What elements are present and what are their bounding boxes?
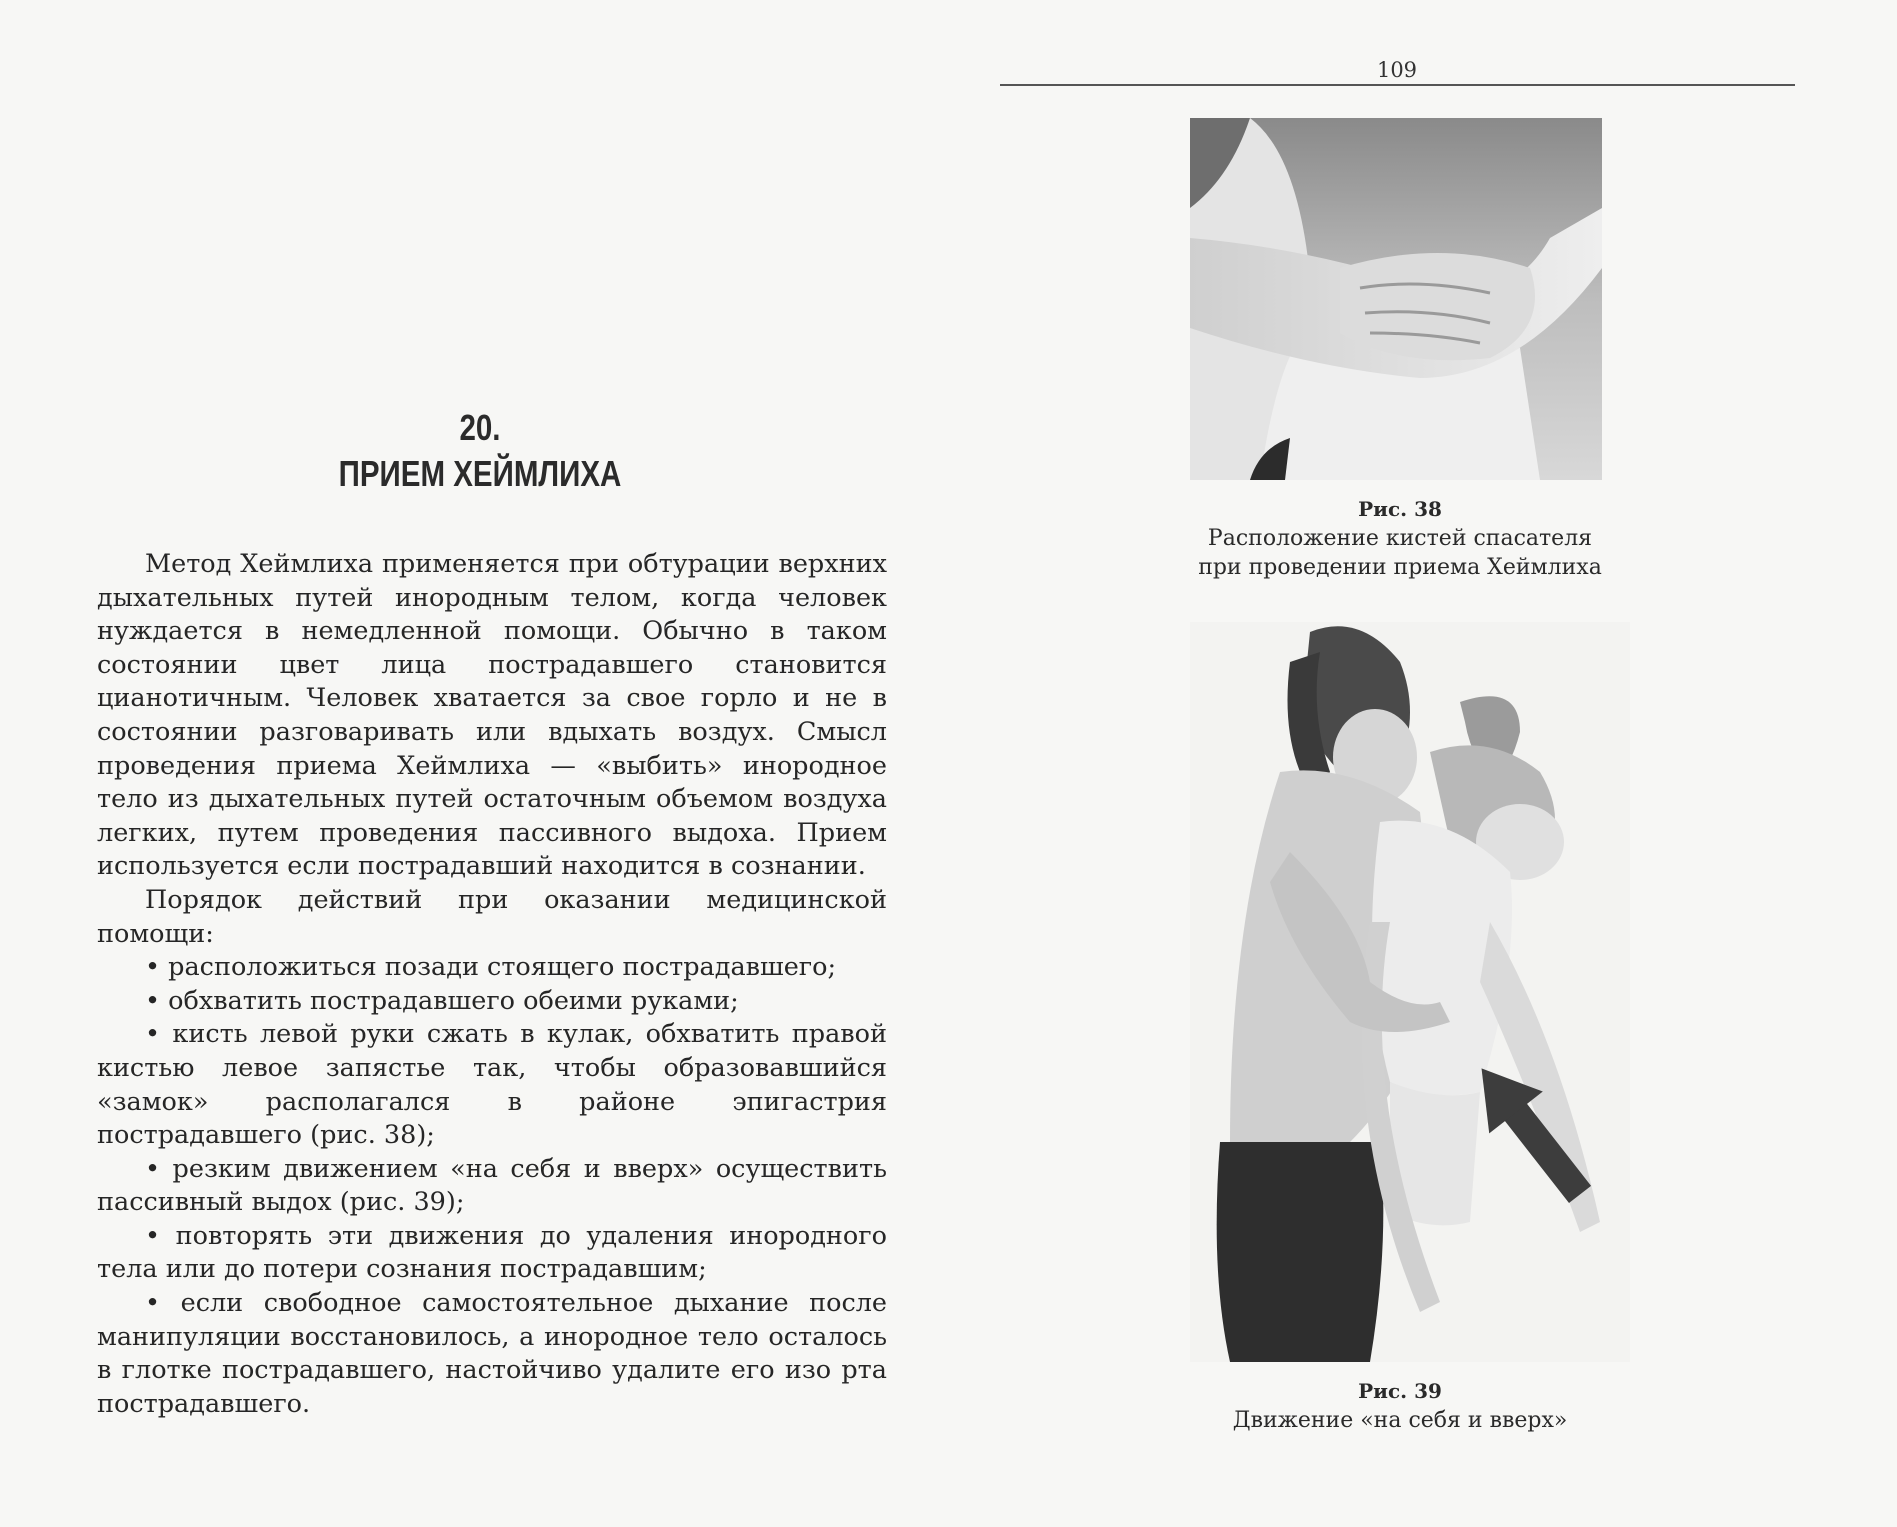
- figure-38-caption-line: при проведении приема Хеймлиха: [1198, 555, 1602, 580]
- figure-38-photo: [1190, 118, 1602, 480]
- chapter-number: 20.: [459, 407, 501, 448]
- bullet-item: • кисть левой руки сжать в кулак, обхватить правой кистью левое запястье так, чтобы образовавшийся «замок» располагался в районе эпигастрия пострадавшего (рис. 38);: [97, 1019, 887, 1151]
- bullet-glyph: •: [145, 1019, 161, 1050]
- bullet-item: • обхватить пострадавшего обеими руками;: [145, 985, 739, 1016]
- bullet-glyph: •: [145, 985, 161, 1016]
- chapter-heading: [332, 405, 627, 497]
- bullet-item: • повторять эти движения до удаления инородного тела или до потери сознания пострадавшим;: [97, 1220, 887, 1285]
- figure-39-caption: [1160, 1377, 1640, 1435]
- bullet-glyph: •: [145, 1153, 161, 1184]
- header-rule: [1000, 84, 1795, 86]
- bullet-glyph: •: [145, 1288, 161, 1319]
- figure-38-caption-line: Расположение кистей спасателя: [1207, 526, 1593, 551]
- figure-38-label: Рис. 38: [1358, 497, 1442, 521]
- figure-39-photo: [1190, 622, 1630, 1362]
- paragraph-procedure: Порядок действий при оказании медицинской помощи:: [97, 884, 887, 949]
- figure-38-caption: [1160, 495, 1640, 582]
- bullet-item: • расположиться позади стоящего пострадавшего;: [145, 952, 837, 983]
- body-text: [97, 548, 887, 1421]
- bullet-item: • если свободное самостоятельное дыхание после манипуляции восстановилось, а инородное тело осталось в глотке пострадавшего, настойчиво удалите его изо рта пострадавшего.: [97, 1288, 888, 1419]
- bullet-glyph: •: [145, 1220, 161, 1251]
- bullet-glyph: •: [145, 952, 161, 983]
- page-number: 109: [1376, 58, 1418, 82]
- chapter-title: ПРИЕМ ХЕЙМЛИХА: [338, 453, 622, 494]
- paragraph-intro: Метод Хеймлиха применяется при обтурации верхних дыхательных путей инородным телом, когда человек нуждается в немедленной помощи. Обычно в таком состоянии цвет лица пострадавшего становится цианотичным. Человек хватается за свое горло и не в состоянии разговаривать или вдыхать воздух. Смысл проведения приема Хеймлиха — «выбить» инородное тело из дыхательных путей остаточным объемом воздуха легких, путем проведения пассивного выдоха. Прием используется если пострадавший находится в сознании.: [97, 549, 887, 882]
- figure-39-caption-line: Движение «на себя и вверх»: [1232, 1408, 1568, 1433]
- bullet-item: • резким движением «на себя и вверх» осуществить пассивный выдох (рис. 39);: [97, 1153, 887, 1218]
- figure-39-label: Рис. 39: [1358, 1379, 1442, 1403]
